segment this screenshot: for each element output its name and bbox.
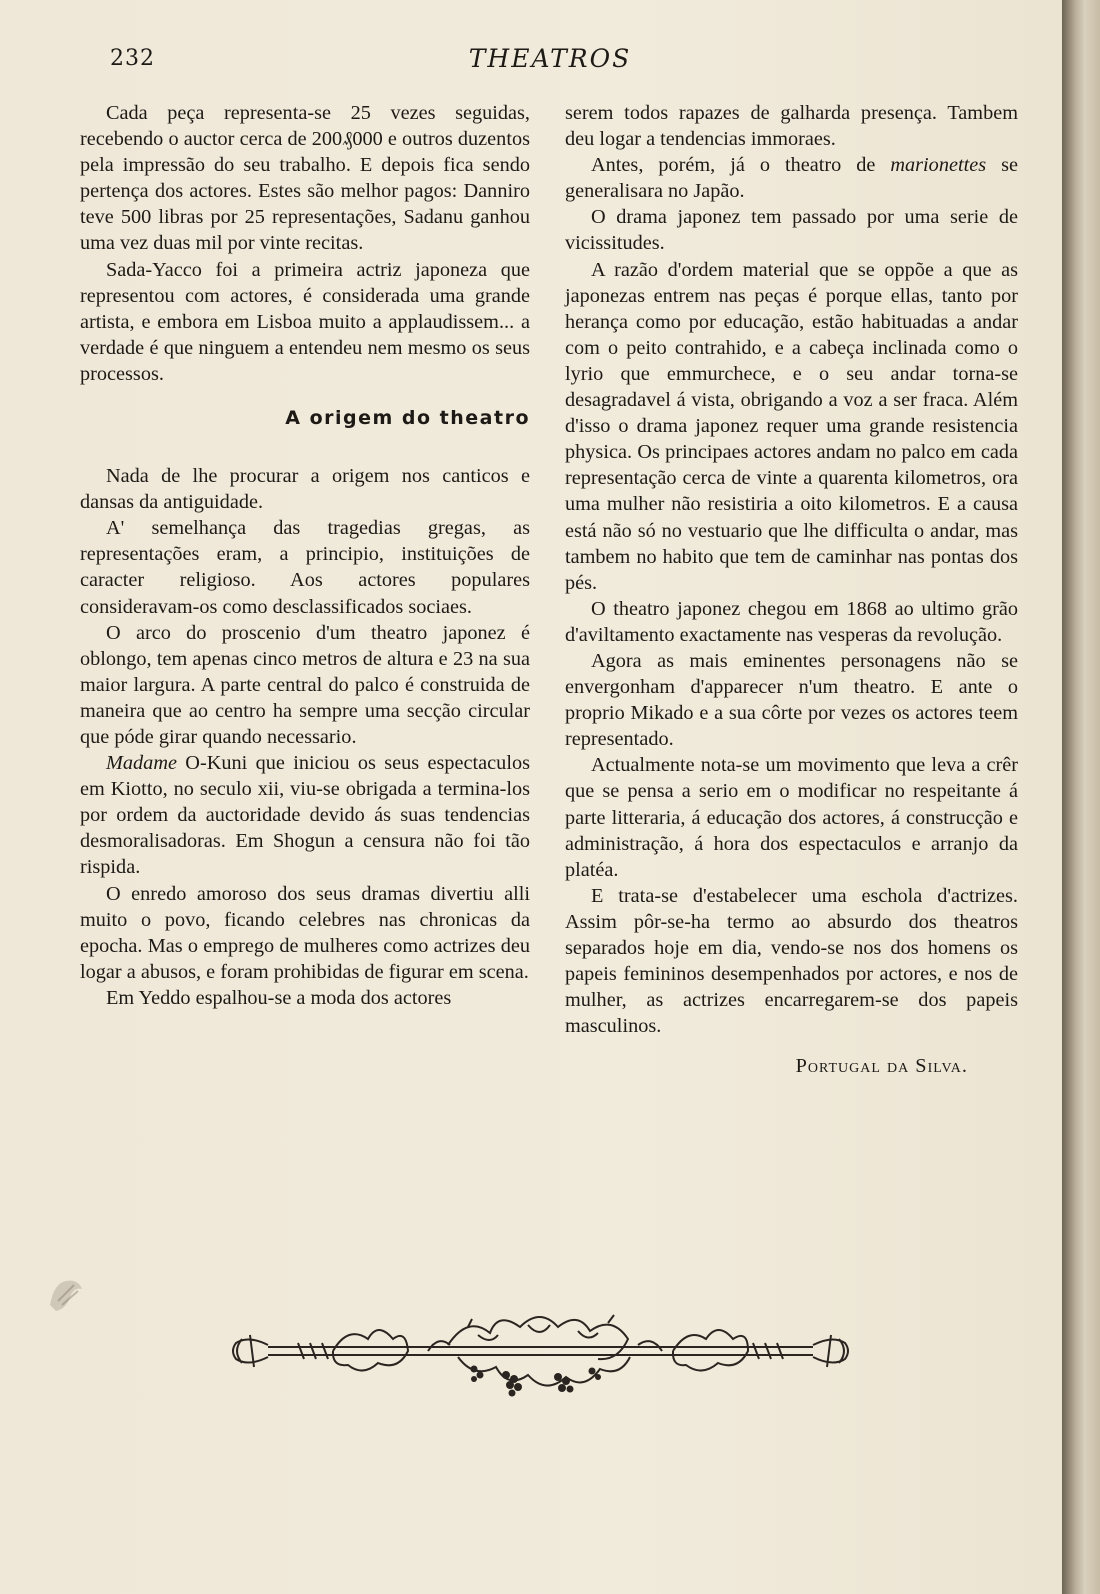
paragraph: O enredo amoroso dos seus dramas divertiu alli muito o povo, ficando celebres nas chronicas da epocha. Mas o emprego de mulheres como actrizes deu logar a abusos, e foram prohibidas de figurar em scena.	[80, 882, 530, 983]
right-column	[565, 100, 1018, 1079]
paragraph: Nada de lhe procurar a origem nos canticos e dansas da antiguidade.	[80, 465, 530, 514]
section-heading: A origem do theatro	[285, 407, 530, 430]
paragraph: A razão d'ordem material que se oppõe a que as japonezas entrem nas peças é porque ellas, tanto por herança como por educação, estão habituadas a andar com o peito contrahido, e a cabeça inclinada como o lyrio que emmurchece, e o seu andar torna-se desagradavel á vista, obrigando a voz a ser fraca. Além d'isso o drama japonez requer uma grande resistencia physica. Os principaes actores andam no palco em cada representação cerca de vinte a quarenta kilometros, ora uma mulher não resistiria a oito kilometros. E a causa está não só no vestuario que lhe difficulta o andar, mas tambem no habito que tem de caminhar nas pontas dos pés.	[565, 258, 1018, 594]
emphasis: Madame	[106, 752, 177, 775]
paragraph-text: O-Kuni que iniciou os seus espectaculos em Kiotto, no seculo xii, viu-se obrigada a termina-los por ordem da auctoridade devido ás suas tendencias desmoralisadoras. Em Shogun a censura não foi tão rispida.	[80, 752, 530, 879]
ink-stain-mark	[44, 1275, 88, 1315]
paragraph-text: Antes, porém, já o theatro de	[591, 154, 891, 177]
paragraph: Cada peça representa-se 25 vezes seguidas, recebendo o auctor cerca de 200₰000 e outros duzentos pela impressão do seu trabalho. E depois fica sendo pertença dos actores. Estes são melhor pagos: Danniro teve 500 libras por 25 representações, Sadanu ganhou uma vez duas mil por vinte recitas.	[80, 102, 530, 255]
paragraph: O theatro japonez chegou em 1868 ao ultimo grão d'aviltamento exactamente nas vesperas da revolução.	[565, 597, 1018, 646]
vine-garland-ornament-icon	[228, 1305, 853, 1400]
paragraph: Em Yeddo espalhou-se a moda dos actores	[106, 986, 452, 1009]
running-title: THEATROS	[468, 44, 632, 73]
paragraph	[80, 750, 530, 880]
paragraph: O arco do proscenio d'um theatro japonez é oblongo, tem apenas cinco metros de altura e 23 na sua maior largura. A parte central do palco é construida de maneira que ao centro ha sempre uma secção circular que póde girar quando necessario.	[80, 621, 530, 748]
paragraph: A' semelhança das tragedias gregas, as representações eram, a principio, instituições de caracter religioso. Aos actores populares consideravam-os como desclassificados sociaes.	[80, 517, 530, 618]
paragraph: E trata-se d'estabelecer uma eschola d'actrizes. Assim pôr-se-ha termo ao absurdo dos theatros separados hoje em dia, vendo-se nos dos homens os papeis femininos desempenhados por actores, e nos de mulher, as actrizes encarregarem-se dos papeis masculinos.	[565, 884, 1018, 1038]
paragraph-text: se generalisara no Japão.	[565, 154, 1018, 203]
emphasis: marionettes	[890, 154, 987, 177]
book-gutter	[1062, 0, 1100, 1594]
paragraph: Actualmente nota-se um movimento que leva a crêr que se pensa a serio em o modificar no respeitante á parte litteraria, á educação dos actores, á construcção e administração, á hora dos espectaculos e arranjo da platéa.	[565, 754, 1018, 881]
paragraph: Agora as mais eminentes personagens não se envergonham d'apparecer n'um theatro. E ante o proprio Mikado e a sua côrte por vezes os actores teem representado.	[565, 649, 1018, 751]
paragraph	[565, 152, 1018, 204]
author-signature: Portugal da Silva.	[795, 1055, 968, 1078]
paragraph: O drama japonez tem passado por uma serie de vicissitudes.	[565, 206, 1018, 255]
paragraph: Sada-Yacco foi a primeira actriz japoneza que representou com actores, é considerada uma grande artista, e embora em Lisboa muito a applaudissem... a verdade é que ninguem a entendeu nem mesmo os seus processos.	[80, 258, 530, 385]
left-column	[80, 100, 530, 1011]
page-number: 232	[110, 46, 155, 71]
paragraph: serem todos rapazes de galharda presença. Tambem deu logar a tendencias immoraes.	[565, 102, 1018, 151]
